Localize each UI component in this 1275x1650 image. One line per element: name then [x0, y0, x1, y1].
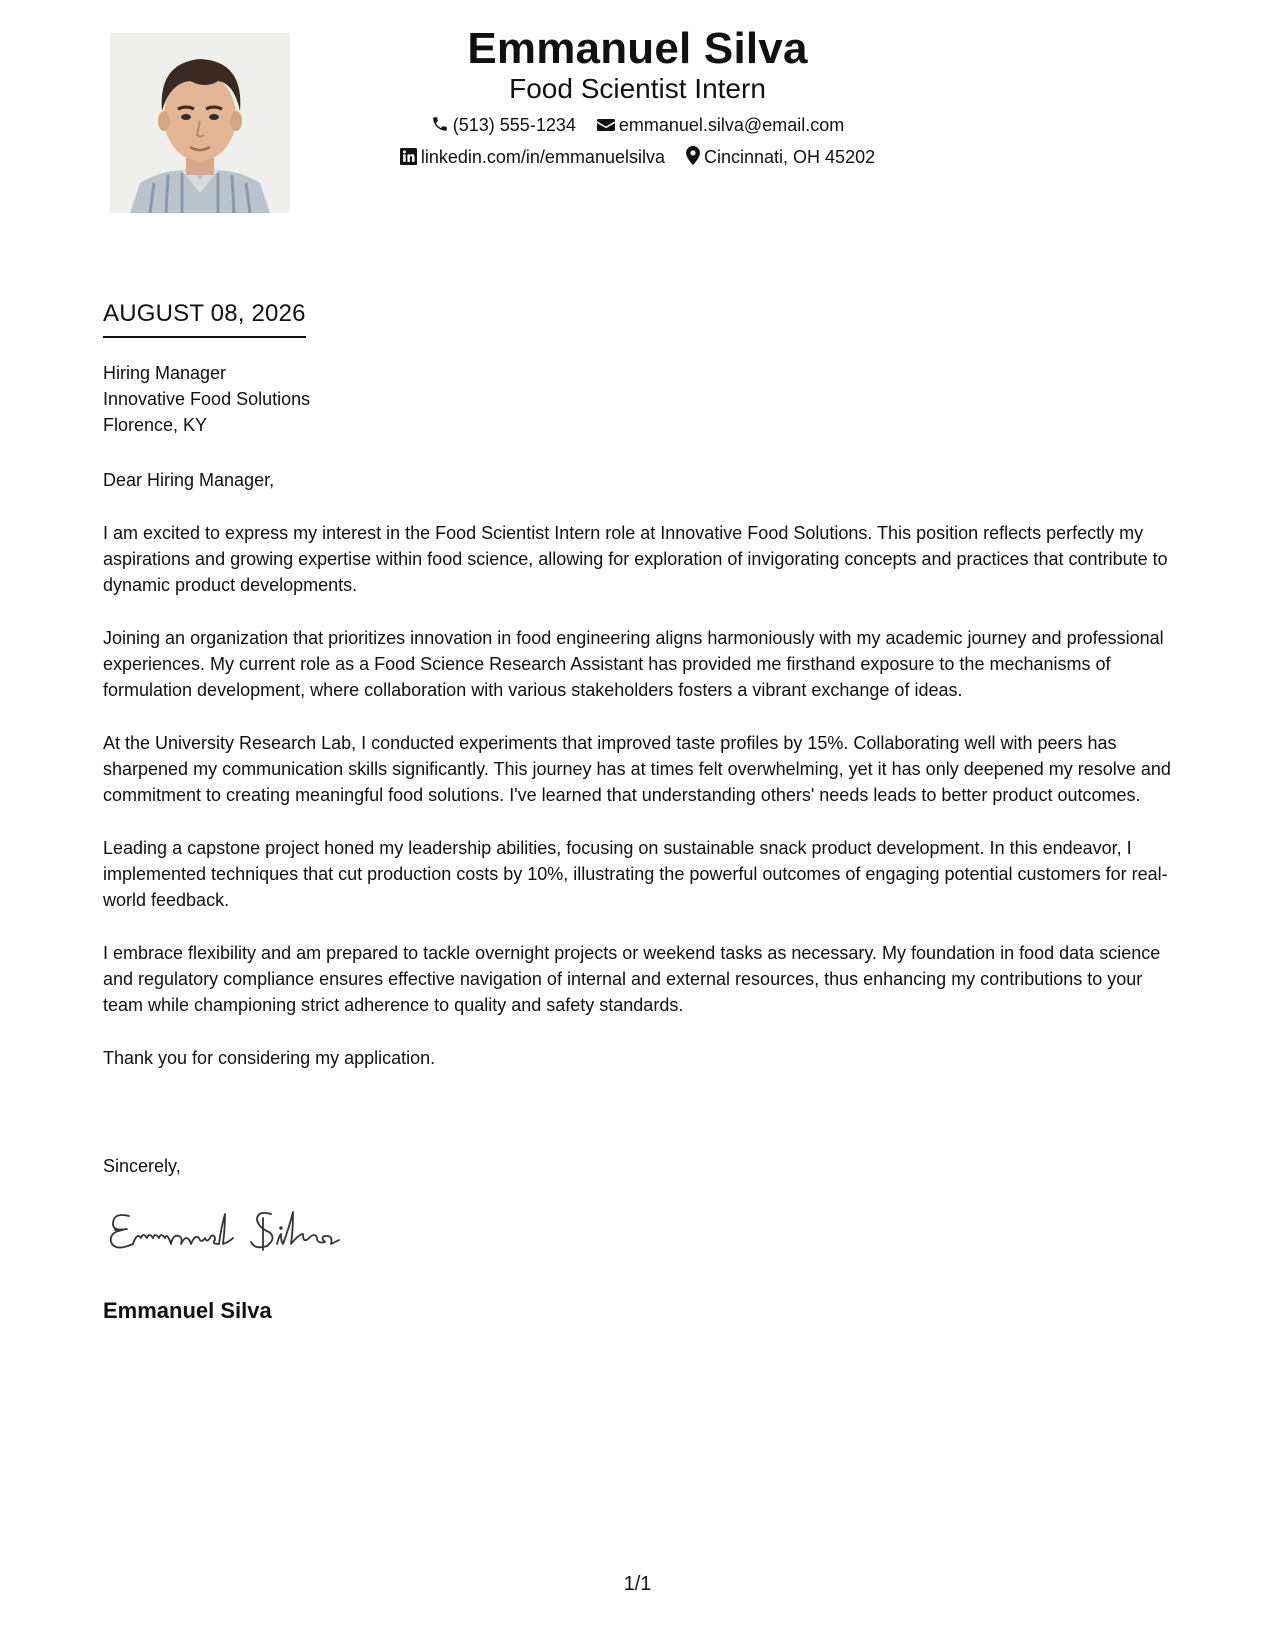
recipient-name: Hiring Manager [103, 363, 227, 383]
location-text: Cincinnati, OH 45202 [704, 147, 876, 167]
phone-icon [431, 115, 449, 133]
body-paragraph: I embrace flexibility and am prepared to tackle overnight projects or weekend tasks as necessary. My foundation in food data science and regulatory compliance ensures effective navigation of internal and external resources, thus enhancing my contributions to your team while championing strict adherence to quality and safety standards. [103, 943, 1161, 1015]
linkedin-url: linkedin.com/in/emmanuelsilva [420, 147, 665, 167]
body-paragraph: Thank you for considering my application. [103, 1048, 436, 1068]
contact-row-primary [0, 112, 1275, 138]
phone-number: (513) 555-1234 [452, 115, 576, 135]
job-title: Food Scientist Intern [509, 73, 766, 104]
signer-name: Emmanuel Silva [103, 1298, 272, 1323]
contact-row-secondary [0, 144, 1275, 170]
phone-contact[interactable] [431, 112, 576, 138]
salutation: Dear Hiring Manager, [103, 470, 275, 490]
handwritten-signature [103, 1198, 403, 1258]
recipient-block [103, 360, 310, 438]
page-number: 1/1 [623, 1573, 652, 1595]
recipient-location: Florence, KY [103, 415, 208, 435]
applicant-name: Emmanuel Silva [467, 24, 808, 73]
email-address: emmanuel.silva@email.com [618, 115, 845, 135]
body-paragraph: Leading a capstone project honed my leadership abilities, focusing on sustainable snack product development. In this endeavor, I implemented techniques that cut production costs by 10%, illustrating the powerful outcomes of engaging potential customers for real-world feedback. [103, 838, 1168, 910]
map-pin-icon [686, 146, 700, 165]
email-contact[interactable] [597, 112, 844, 138]
linkedin-icon [400, 148, 417, 165]
valediction: Sincerely, [103, 1156, 181, 1176]
body-paragraph: I am excited to express my interest in the Food Scientist Intern role at Innovative Food Solutions. This position reflects perfectly my aspirations and growing expertise within food science, allowing for exploration of invigorating concepts and practices that contribute to dynamic product developments. [103, 523, 1168, 595]
recipient-company: Innovative Food Solutions [103, 389, 311, 409]
letter-date: AUGUST 08, 2026 [103, 298, 306, 338]
linkedin-contact[interactable] [400, 144, 665, 170]
envelope-icon [597, 117, 615, 133]
location-contact [686, 144, 875, 170]
body-paragraph: At the University Research Lab, I conducted experiments that improved taste profiles by 15%. Collaborating well with peers has sharpened my communication skills significantly. This journey has at times felt overwhelming, yet it has only deepened my resolve and commitment to creating meaningful food solutions. I've learned that understanding others' needs leads to better product outcomes. [103, 733, 1171, 805]
letter-body [103, 467, 1183, 1098]
body-paragraph: Joining an organization that prioritizes innovation in food engineering aligns harmoniously with my academic journey and professional experiences. My current role as a Food Science Research Assistant has provided me firsthand exposure to the mechanisms of formulation development, where collaboration with various stakeholders fosters a vibrant exchange of ideas. [103, 628, 1164, 700]
